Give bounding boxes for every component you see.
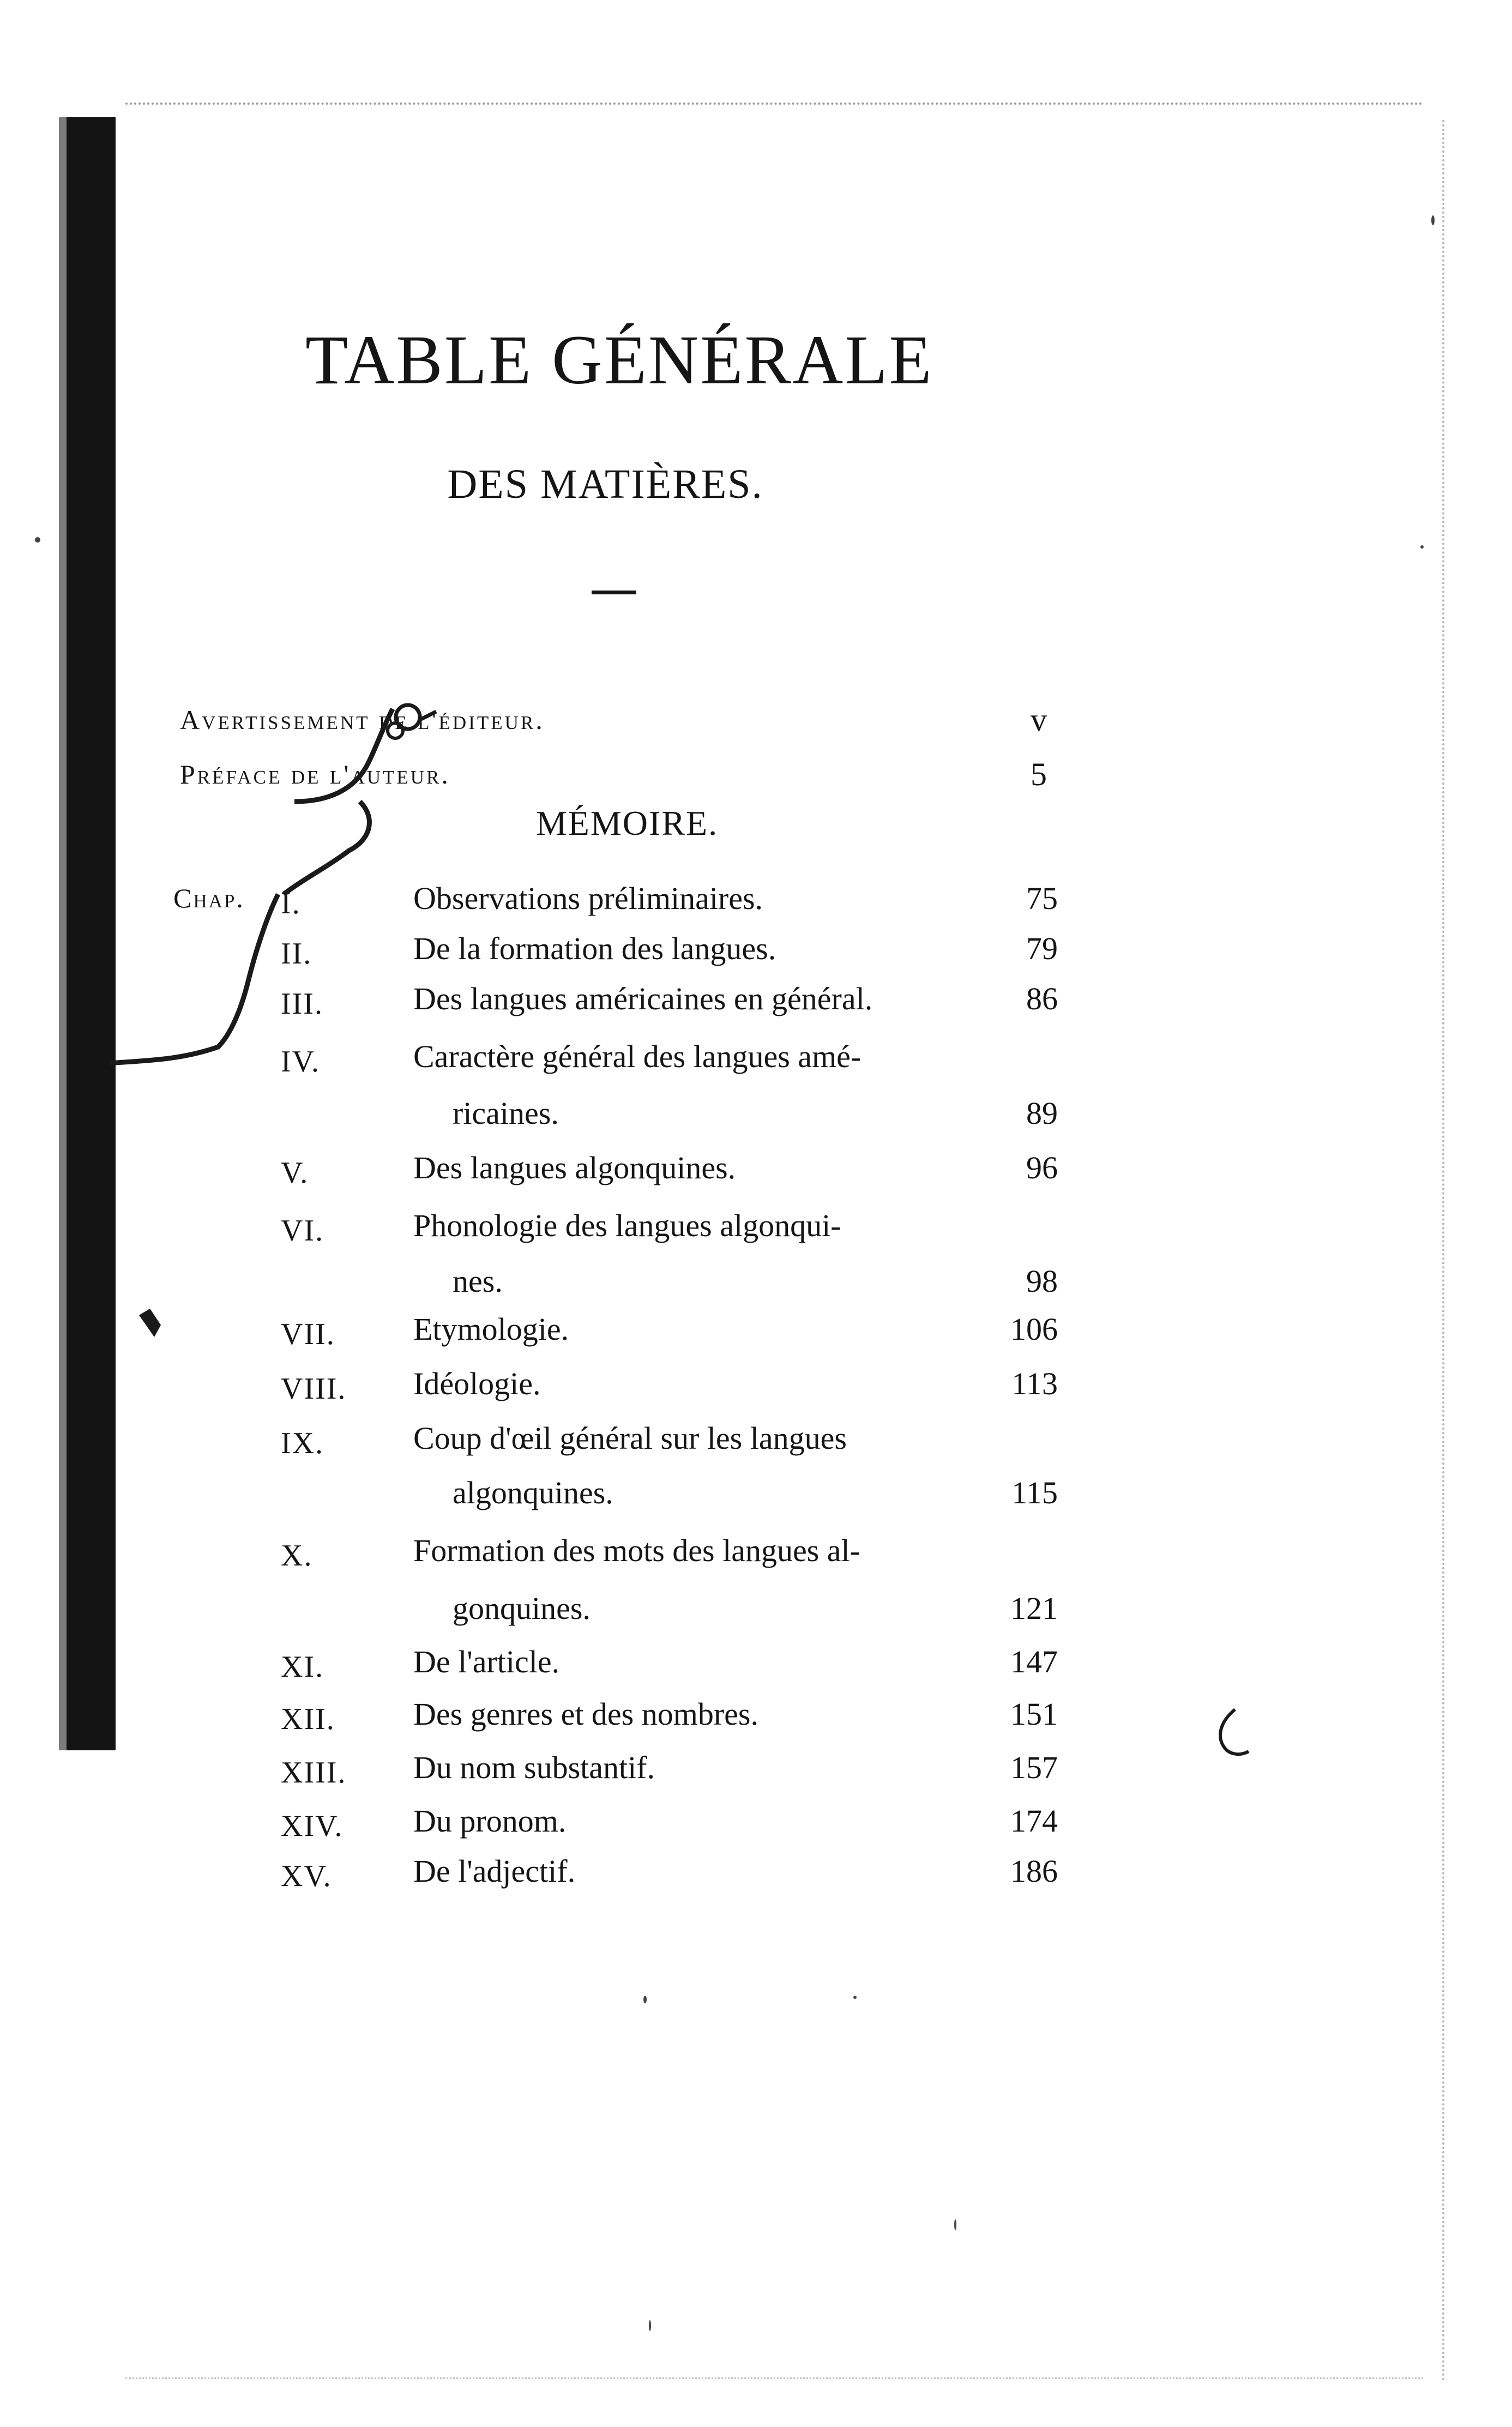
chapter-page: 106 — [1010, 1311, 1058, 1347]
section-title: MÉMOIRE. — [535, 804, 719, 842]
ink-speck — [649, 2320, 651, 2331]
chapter-numeral: XI. — [281, 1650, 324, 1684]
chapter-numeral: VIII. — [281, 1372, 347, 1406]
front-matter-page: v — [1031, 702, 1047, 738]
chapter-page: 151 — [1010, 1696, 1058, 1732]
ink-speck — [1420, 545, 1424, 549]
chapter-title-continued: algonquines. — [453, 1475, 613, 1510]
chapter-title: Des genres et des nombres. — [413, 1696, 758, 1732]
chapter-numeral: XIII. — [281, 1756, 347, 1790]
front-matter-page: 5 — [1031, 756, 1047, 792]
chapter-page: 174 — [1010, 1803, 1058, 1839]
chapter-numeral: XII. — [281, 1702, 335, 1736]
chapter-title: Du nom substantif. — [413, 1750, 655, 1785]
chapter-title: Caractère général des langues amé- — [413, 1039, 862, 1074]
chapter-page: 96 — [1026, 1150, 1058, 1185]
ink-speck — [1431, 215, 1435, 225]
chapter-numeral: II. — [281, 937, 312, 971]
front-matter-label: Avertissement de l'éditeur. — [180, 704, 545, 735]
chapter-title-continued: gonquines. — [453, 1591, 591, 1626]
ink-speck — [643, 1996, 647, 2003]
ink-speck — [954, 2219, 956, 2230]
chapter-numeral: IV. — [281, 1045, 320, 1079]
chapter-label: Chap. — [173, 883, 245, 913]
chapter-numeral: V. — [281, 1156, 309, 1190]
chapter-page: 98 — [1026, 1263, 1058, 1299]
chapter-title: Formation des mots des langues al- — [413, 1533, 860, 1568]
chapter-numeral: IX. — [281, 1426, 324, 1460]
chapter-page: 147 — [1010, 1644, 1058, 1679]
chapter-title: Coup d'œil général sur les langues — [413, 1420, 847, 1456]
chapter-title: De la formation des langues. — [413, 931, 776, 966]
chapter-title: De l'adjectif. — [413, 1853, 576, 1889]
chapter-numeral: VII. — [281, 1317, 335, 1351]
chapter-numeral: VI. — [281, 1214, 324, 1248]
chapter-title: Phonologie des langues algonqui- — [413, 1208, 841, 1243]
chapter-page: 121 — [1010, 1591, 1058, 1626]
chapter-page: 86 — [1026, 981, 1058, 1016]
chapter-numeral: X. — [281, 1539, 313, 1573]
front-matter-label: Préface de l'auteur. — [180, 759, 450, 790]
chapter-page: 89 — [1026, 1095, 1058, 1131]
chapter-title: Etymologie. — [413, 1311, 569, 1347]
chapter-numeral: I. — [281, 887, 301, 920]
ink-speck — [853, 1996, 857, 1999]
chapter-title: Des langues algonquines. — [413, 1150, 736, 1185]
chapter-page: 75 — [1026, 881, 1058, 916]
chapter-page: 115 — [1011, 1475, 1058, 1510]
chapter-title: Observations préliminaires. — [413, 881, 763, 916]
chapter-title: Des langues américaines en général. — [413, 981, 873, 1016]
chapter-page: 186 — [1010, 1853, 1058, 1889]
chapter-title-continued: ricaines. — [453, 1095, 559, 1131]
chapter-title: De l'article. — [413, 1644, 560, 1679]
ink-speck — [35, 537, 40, 543]
chapter-page: 157 — [1010, 1750, 1058, 1785]
chapter-page: 79 — [1026, 931, 1058, 966]
chapter-title: Du pronom. — [413, 1803, 567, 1839]
chapter-numeral: XV. — [281, 1859, 332, 1893]
page-subtitle: DES MATIÈRES. — [447, 461, 763, 507]
chapter-numeral: III. — [281, 987, 323, 1021]
page-title: TABLE GÉNÉRALE — [305, 321, 933, 399]
chapter-title: Idéologie. — [413, 1366, 541, 1401]
chapter-title-continued: nes. — [453, 1263, 503, 1299]
chapter-numeral: XIV. — [281, 1809, 344, 1843]
chapter-page: 113 — [1011, 1366, 1058, 1401]
